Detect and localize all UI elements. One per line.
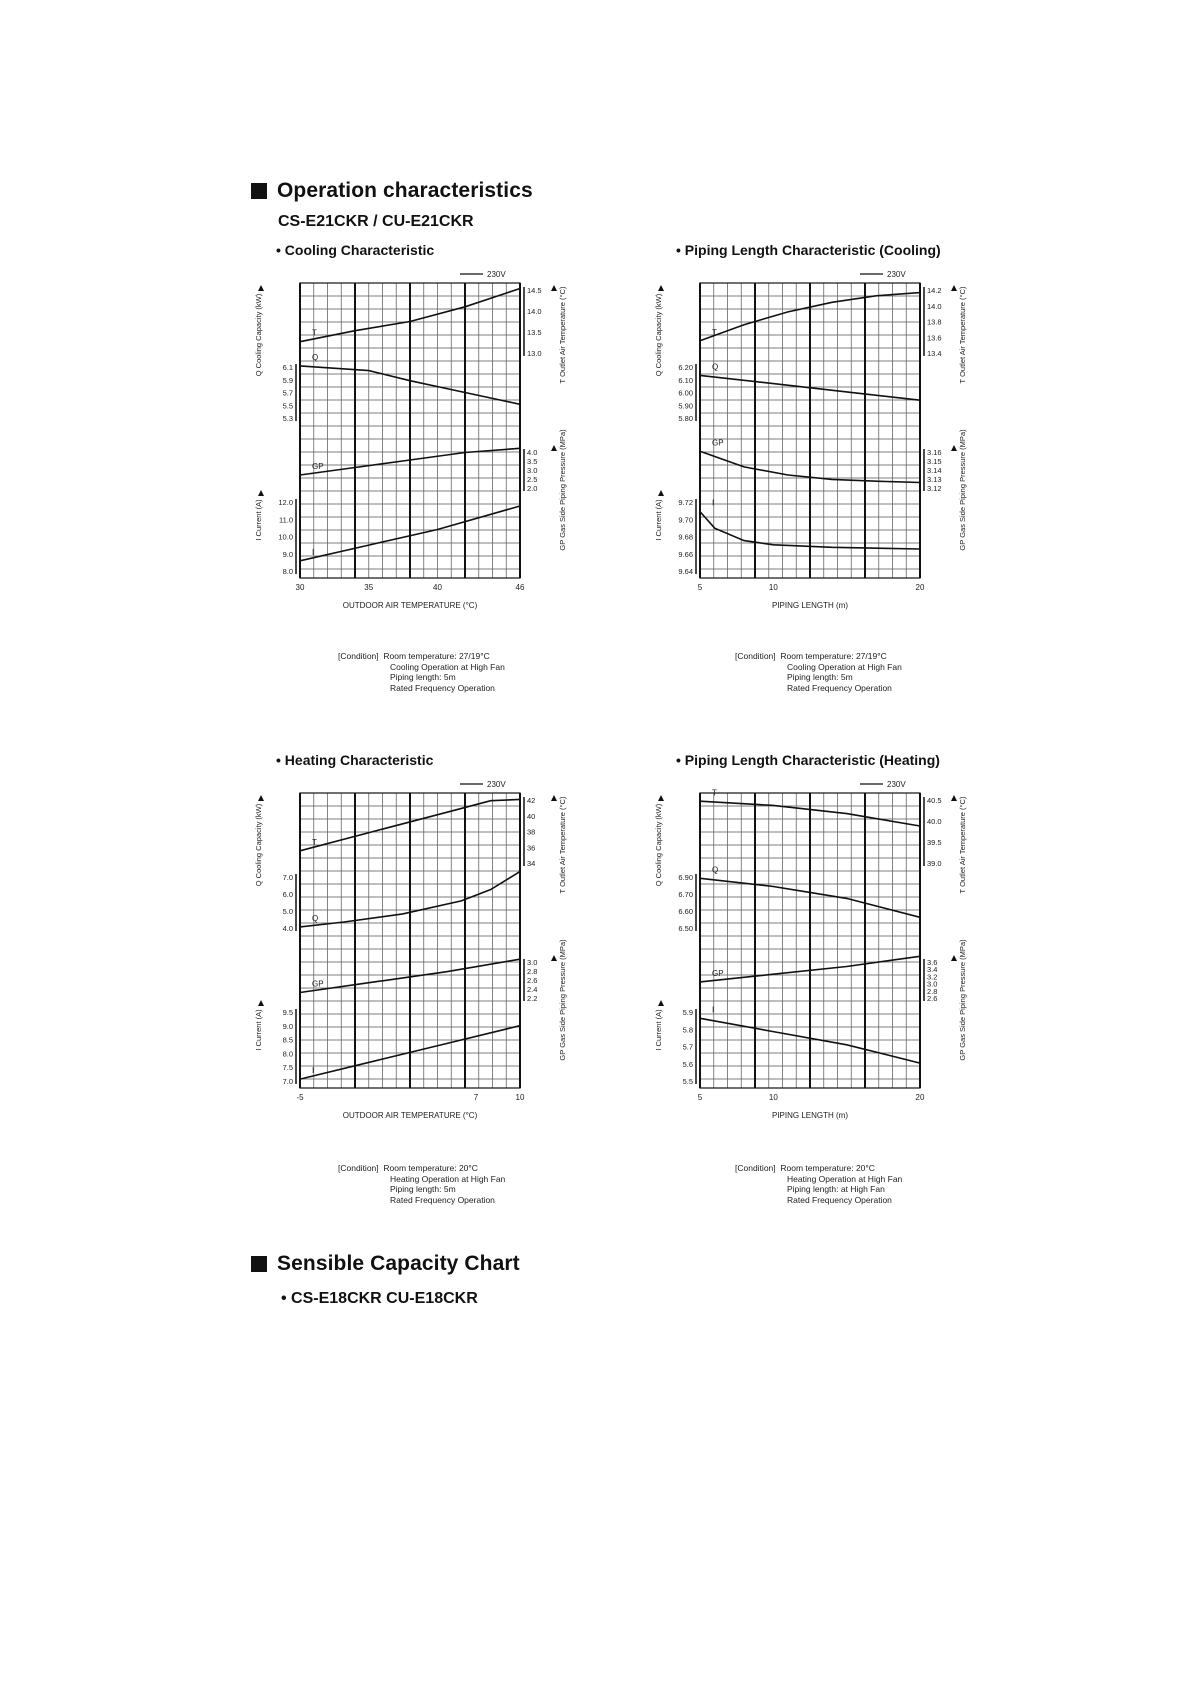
tick-label: 4.0 xyxy=(282,924,293,933)
x-axis-label: OUTDOOR AIR TEMPERATURE (°C) xyxy=(342,601,478,610)
tick-label: 3.5 xyxy=(527,457,538,466)
series-letter: T xyxy=(712,327,717,337)
axis-arrow-icon xyxy=(551,285,557,291)
tick-label: 9.0 xyxy=(282,1021,293,1031)
x-tick-label: 10 xyxy=(515,1093,525,1102)
tick-label: 40.0 xyxy=(927,817,942,826)
condition-line: Piping length: 5m xyxy=(787,672,853,682)
chart-title: • Piping Length Characteristic (Heating) xyxy=(676,752,940,768)
axis-label-right: T Outlet Air Temperature (°C) xyxy=(958,286,967,384)
tick-label: 42 xyxy=(527,796,536,805)
tick-label: 39.5 xyxy=(927,838,942,847)
x-tick-label: -5 xyxy=(296,1093,304,1102)
tick-label: 3.4 xyxy=(927,965,938,975)
tick-label: 7.5 xyxy=(282,1063,293,1073)
x-tick-label: 46 xyxy=(515,583,525,592)
x-tick-label: 10 xyxy=(768,1093,778,1102)
axis-arrow-icon xyxy=(658,795,664,801)
axis-arrow-icon xyxy=(951,445,957,451)
axis-arrow-icon xyxy=(258,490,264,496)
tick-label: 2.2 xyxy=(527,994,538,1003)
x-tick-label: 40 xyxy=(433,583,442,592)
condition-line: Piping length: at High Fan xyxy=(787,1184,885,1194)
legend-label: 230V xyxy=(887,780,906,789)
series-letter: Q xyxy=(712,362,719,372)
tick-label: 34 xyxy=(527,859,536,868)
tick-label: 2.6 xyxy=(927,994,938,1003)
chart-piping-cooling xyxy=(655,265,985,640)
condition-line: Piping length: 5m xyxy=(390,672,456,682)
chart-piping-heating xyxy=(655,775,985,1150)
operation-heading-text: Operation characteristics xyxy=(277,179,533,202)
chart-heating-characteristic xyxy=(255,775,585,1150)
axis-arrow-icon xyxy=(658,285,664,291)
tick-label: 2.8 xyxy=(527,967,538,976)
tick-label: 7.0 xyxy=(282,873,293,882)
chart-title: • Heating Characteristic xyxy=(276,752,434,768)
sensible-model-text: CS-E18CKR CU-E18CKR xyxy=(291,1290,478,1307)
tick-label: 13.5 xyxy=(527,328,542,337)
series-letter: I xyxy=(712,498,715,508)
tick-label: 14.2 xyxy=(927,286,942,295)
tick-label: 3.16 xyxy=(927,448,942,457)
axis-label-left: Q Cooling Capacity (kW) xyxy=(254,293,263,377)
condition-line: [Condition] Room temperature: 20°C xyxy=(735,1163,875,1173)
tick-label: 5.9 xyxy=(282,375,293,385)
tick-label: 39.0 xyxy=(927,859,942,868)
axis-label-right: T Outlet Air Temperature (°C) xyxy=(958,796,967,894)
axis-arrow-icon xyxy=(258,1000,264,1006)
axis-arrow-icon xyxy=(658,1000,664,1006)
chart-cooling-characteristic xyxy=(255,265,585,640)
chart-title: • Piping Length Characteristic (Cooling) xyxy=(676,242,941,258)
series-letter: Q xyxy=(312,913,319,923)
x-tick-label: 20 xyxy=(915,583,925,592)
tick-label: 5.5 xyxy=(682,1077,693,1086)
axis-label-left: I Current (A) xyxy=(254,1009,263,1051)
condition-line: Heating Operation at High Fan xyxy=(787,1173,903,1184)
tick-label: 6.50 xyxy=(678,924,693,933)
chart-condition xyxy=(338,1163,505,1205)
tick-label: 4.0 xyxy=(527,448,538,457)
axis-arrow-icon xyxy=(951,795,957,801)
tick-label: 38 xyxy=(527,827,536,837)
x-axis-label: PIPING LENGTH (m) xyxy=(771,601,849,610)
condition-line: Heating Operation at High Fan xyxy=(390,1173,506,1184)
square-bullet-icon xyxy=(251,1256,267,1272)
x-tick-label: 30 xyxy=(295,583,305,592)
x-axis-label: PIPING LENGTH (m) xyxy=(771,1111,849,1120)
series-letter: GP xyxy=(712,438,724,448)
tick-label: 36 xyxy=(527,843,536,853)
tick-label: 5.6 xyxy=(682,1059,693,1069)
tick-label: 13.4 xyxy=(927,349,942,358)
axis-arrow-icon xyxy=(658,490,664,496)
axis-label-right: T Outlet Air Temperature (°C) xyxy=(558,286,567,384)
tick-label: 9.70 xyxy=(678,515,693,525)
series-letter: GP xyxy=(712,968,724,978)
axis-label-left: Q Cooling Capacity (kW) xyxy=(654,293,663,377)
tick-label: 13.8 xyxy=(927,317,942,327)
sensible-heading xyxy=(251,1252,520,1276)
tick-label: 8.0 xyxy=(282,1049,293,1059)
operation-heading xyxy=(251,179,533,203)
tick-label: 5.90 xyxy=(678,401,693,411)
tick-label: 3.15 xyxy=(927,457,942,466)
tick-label: 9.5 xyxy=(282,1008,293,1017)
tick-label: 5.0 xyxy=(282,907,293,916)
tick-label: 2.4 xyxy=(527,985,538,994)
tick-label: 6.60 xyxy=(678,907,693,916)
tick-label: 6.20 xyxy=(678,363,693,372)
tick-label: 5.3 xyxy=(282,414,293,423)
x-tick-label: 7 xyxy=(473,1093,479,1102)
series-letter: Q xyxy=(712,865,719,875)
condition-line: Piping length: 5m xyxy=(390,1184,456,1194)
tick-label: 9.68 xyxy=(678,532,693,542)
x-tick-label: 35 xyxy=(364,583,374,592)
tick-label: 3.12 xyxy=(927,484,942,493)
tick-label: 12.0 xyxy=(278,498,293,507)
legend-label: 230V xyxy=(487,270,506,279)
axis-label-right: T Outlet Air Temperature (°C) xyxy=(558,796,567,894)
tick-label: 2.6 xyxy=(527,976,538,985)
chart-condition xyxy=(338,651,505,693)
condition-line: Rated Frequency Operation xyxy=(787,1194,892,1205)
condition-line: [Condition] Room temperature: 27/19°C xyxy=(338,651,490,661)
tick-label: 40 xyxy=(527,811,536,821)
bullet-icon: • xyxy=(281,1290,292,1307)
x-tick-label: 10 xyxy=(768,583,778,592)
axis-arrow-icon xyxy=(551,795,557,801)
axis-label-right: GP Gas Side Piping Pressure (MPa) xyxy=(558,939,567,1061)
series-letter: GP xyxy=(312,462,324,471)
chart-title: • Cooling Characteristic xyxy=(276,242,435,258)
axis-label-left: I Current (A) xyxy=(654,1009,663,1051)
tick-label: 40.5 xyxy=(927,796,942,805)
axis-label-left: Q Cooling Capacity (kW) xyxy=(654,803,663,887)
chart-condition xyxy=(735,1163,902,1205)
condition-line: Cooling Operation at High Fan xyxy=(787,661,902,672)
tick-label: 13.6 xyxy=(927,333,942,343)
tick-label: 8.0 xyxy=(282,567,293,576)
condition-line: Rated Frequency Operation xyxy=(787,682,892,693)
axis-label-left: Q Cooling Capacity (kW) xyxy=(254,803,263,887)
legend-label: 230V xyxy=(487,780,506,789)
tick-label: 2.8 xyxy=(927,986,938,996)
tick-label: 6.90 xyxy=(678,873,693,882)
tick-label: 9.66 xyxy=(678,549,693,559)
axis-label-left: I Current (A) xyxy=(254,499,263,541)
tick-label: 3.14 xyxy=(927,466,942,475)
tick-label: 7.0 xyxy=(282,1077,293,1086)
x-tick-label: 5 xyxy=(697,583,703,592)
series-letter: I xyxy=(712,1005,715,1015)
sensible-heading-text: Sensible Capacity Chart xyxy=(277,1252,520,1275)
condition-line: Rated Frequency Operation xyxy=(390,682,495,693)
condition-line: [Condition] Room temperature: 27/19°C xyxy=(735,651,887,661)
tick-label: 3.0 xyxy=(927,979,938,989)
tick-label: 14.5 xyxy=(527,286,542,295)
series-letter: GP xyxy=(312,979,324,989)
axis-arrow-icon xyxy=(258,285,264,291)
tick-label: 3.6 xyxy=(927,958,938,967)
tick-label: 6.70 xyxy=(678,890,693,899)
series-letter: T xyxy=(712,788,717,798)
tick-label: 14.0 xyxy=(927,301,942,311)
tick-label: 9.0 xyxy=(282,549,293,559)
axis-label-right: GP Gas Side Piping Pressure (MPa) xyxy=(958,939,967,1061)
tick-label: 3.0 xyxy=(527,466,538,475)
tick-label: 6.00 xyxy=(678,388,693,398)
condition-line: [Condition] Room temperature: 20°C xyxy=(338,1163,478,1173)
tick-label: 11.0 xyxy=(278,515,293,525)
tick-label: 8.5 xyxy=(282,1035,293,1045)
sensible-model xyxy=(281,1290,478,1308)
tick-label: 5.9 xyxy=(682,1008,693,1017)
square-bullet-icon xyxy=(251,183,267,199)
tick-label: 2.5 xyxy=(527,475,538,484)
series-letter: I xyxy=(312,1066,315,1076)
tick-label: 5.7 xyxy=(682,1042,693,1052)
tick-label: 2.0 xyxy=(527,484,538,493)
tick-label: 13.0 xyxy=(527,349,542,358)
axis-arrow-icon xyxy=(551,445,557,451)
axis-label-left: I Current (A) xyxy=(654,499,663,541)
tick-label: 6.10 xyxy=(678,375,693,385)
axis-arrow-icon xyxy=(551,955,557,961)
series-letter: I xyxy=(312,547,315,557)
axis-label-right: GP Gas Side Piping Pressure (MPa) xyxy=(558,429,567,551)
axis-label-right: GP Gas Side Piping Pressure (MPa) xyxy=(958,429,967,551)
model-name: CS-E21CKR / CU-E21CKR xyxy=(278,213,474,230)
x-tick-label: 20 xyxy=(915,1093,925,1102)
axis-arrow-icon xyxy=(951,285,957,291)
x-tick-label: 5 xyxy=(697,1093,703,1102)
legend-label: 230V xyxy=(887,270,906,279)
tick-label: 6.0 xyxy=(282,890,293,899)
axis-arrow-icon xyxy=(951,955,957,961)
tick-label: 5.8 xyxy=(682,1025,693,1035)
tick-label: 6.1 xyxy=(282,363,293,372)
condition-line: Cooling Operation at High Fan xyxy=(390,661,505,672)
series-letter: Q xyxy=(312,352,319,362)
chart-condition xyxy=(735,651,902,693)
condition-line: Rated Frequency Operation xyxy=(390,1194,495,1205)
tick-label: 5.80 xyxy=(678,414,693,423)
tick-label: 5.5 xyxy=(282,401,293,411)
tick-label: 3.13 xyxy=(927,475,942,484)
series-letter: T xyxy=(312,837,317,847)
tick-label: 10.0 xyxy=(278,532,293,542)
tick-label: 5.7 xyxy=(282,388,293,398)
tick-label: 9.64 xyxy=(678,567,693,576)
tick-label: 9.72 xyxy=(678,498,693,507)
series-letter: T xyxy=(312,328,317,338)
axis-arrow-icon xyxy=(258,795,264,801)
tick-label: 3.2 xyxy=(927,972,938,982)
tick-label: 14.0 xyxy=(527,307,542,316)
tick-label: 3.0 xyxy=(527,958,538,967)
x-axis-label: OUTDOOR AIR TEMPERATURE (°C) xyxy=(342,1111,478,1120)
